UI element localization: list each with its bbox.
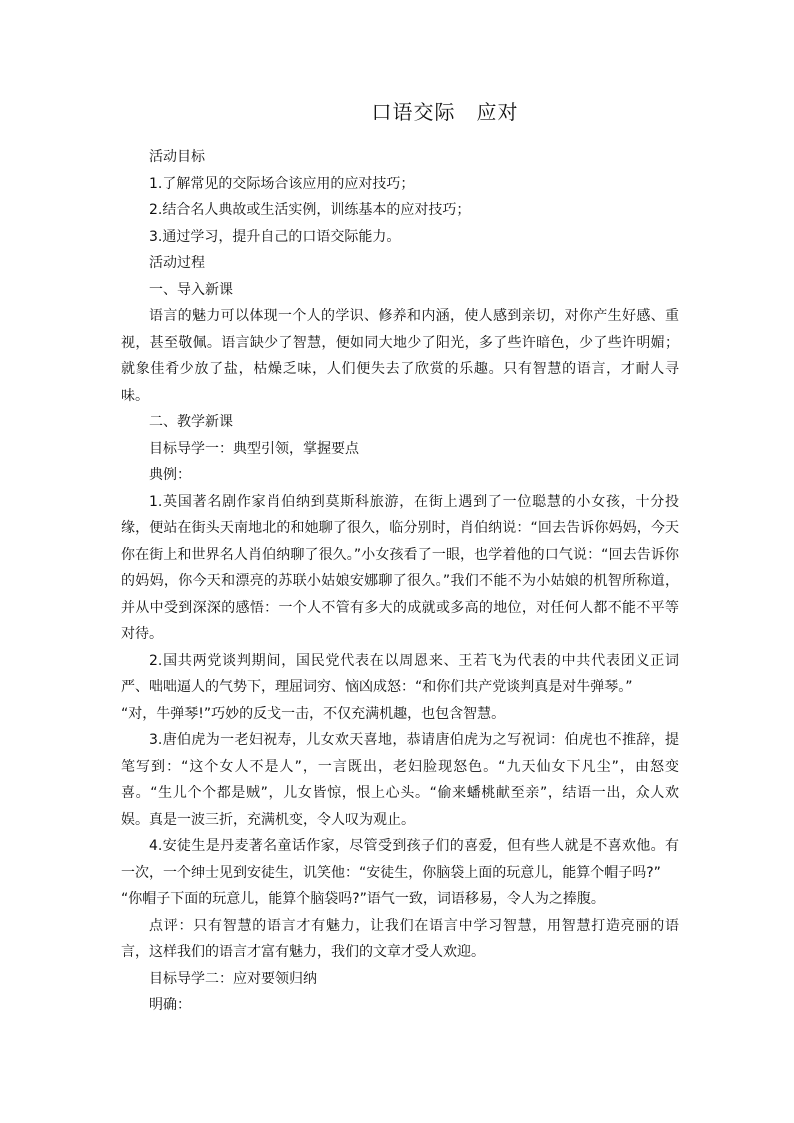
heading-section-intro: 一、导入新课 bbox=[149, 281, 233, 298]
example-paragraph-4: 4.安徒生是丹麦著名童话作家，尽管受到孩子们的喜爱，但有些人就是不喜欢他。有一次，一个绅士见到安徒生，讥笑他：“安徒生，你脑袋上面的玩意儿，能算个帽子吗?” bbox=[121, 838, 679, 881]
comment-paragraph: 点评：只有智慧的语言才有魅力，让我们在语言中学习智慧，用智慧打造亮丽的语言，这样我们的语言才富有魅力，我们的文章才受人欢迎。 bbox=[121, 917, 679, 960]
example-paragraph-1: 1.英国著名剧作家肖伯纳到莫斯科旅游，在街上遇到了一位聪慧的小女孩，十分投缘，便站在街头天南地北的和她聊了很久，临分别时，肖伯纳说：“回去告诉你妈妈，今天你在街上和世界名人肖伯纳聊了很久。”小女孩看了一眼，也学着他的口气说：“回去告诉你的妈妈，你今天和漂亮的苏联小姑娘安娜聊了很久。”我们不能不为小姑娘的机智所称道，并从中受到深深的感悟：一个人不管有多大的成就或多高的地位，对任何人都不能不平等对待。 bbox=[121, 493, 679, 642]
goal-item-3: 3.通过学习，提升自己的口语交际能力。 bbox=[149, 228, 401, 245]
clarify-label: 明确： bbox=[149, 997, 191, 1013]
goal-item-1: 1.了解常见的交际场合该应用的应对技巧； bbox=[149, 175, 415, 192]
example-paragraph-3: 3.唐伯虎为一老妇祝寿，儿女欢天喜地，恭请唐伯虎为之写祝词：伯虎也不推辞，提笔写到：“这个女人不是人”，一言既出，老妇脸现怒色。“九天仙女下凡尘”，由怒变喜。“生儿个个都是贼”，儿女皆惊，恨上心头。“偷来蟠桃献至亲”，结语一出，众人欢娱。真是一波三折，充满机变，令人叹为观止。 bbox=[121, 732, 679, 828]
heading-section-teaching: 二、教学新课 bbox=[149, 414, 233, 430]
example-paragraph-2-continued: “对，牛弹琴!”巧妙的反戈一击，不仅充满机趣，也包含智慧。 bbox=[121, 705, 506, 722]
heading-target-1: 目标导学一：典型引领，掌握要点 bbox=[149, 440, 359, 457]
heading-target-2: 目标导学二：应对要领归纳 bbox=[149, 970, 317, 987]
heading-activity-process: 活动过程 bbox=[149, 255, 205, 271]
goal-item-2: 2.结合名人典故或生活实例，训练基本的应对技巧； bbox=[149, 202, 471, 218]
heading-activity-goals: 活动目标 bbox=[149, 149, 205, 165]
document-body bbox=[121, 96, 679, 1019]
page-title: 口语交际 应对 bbox=[371, 100, 519, 124]
heading-examples: 典例： bbox=[149, 467, 191, 483]
example-paragraph-4-continued: “你帽子下面的玩意儿，能算个脑袋吗?”语气一致，词语移易，令人为之捧腹。 bbox=[121, 891, 605, 907]
intro-paragraph: 语言的魅力可以体现一个人的学识、修养和内涵，使人感到亲切，对你产生好感、重视，甚至敬佩。语言缺少了智慧，便如同大地少了阳光，多了些许暗色，少了些许明媚；就象佳肴少放了盐，枯燥乏味，人们便失去了欣赏的乐趣。只有智慧的语言，才耐人寻味。 bbox=[121, 308, 679, 404]
example-paragraph-2: 2.国共两党谈判期间，国民党代表在以周恩来、王若飞为代表的中共代表团义正词严、咄咄逼人的气势下，理屈词穷、恼凶成怒：“和你们共产党谈判真是对牛弹琴。” bbox=[121, 652, 679, 695]
